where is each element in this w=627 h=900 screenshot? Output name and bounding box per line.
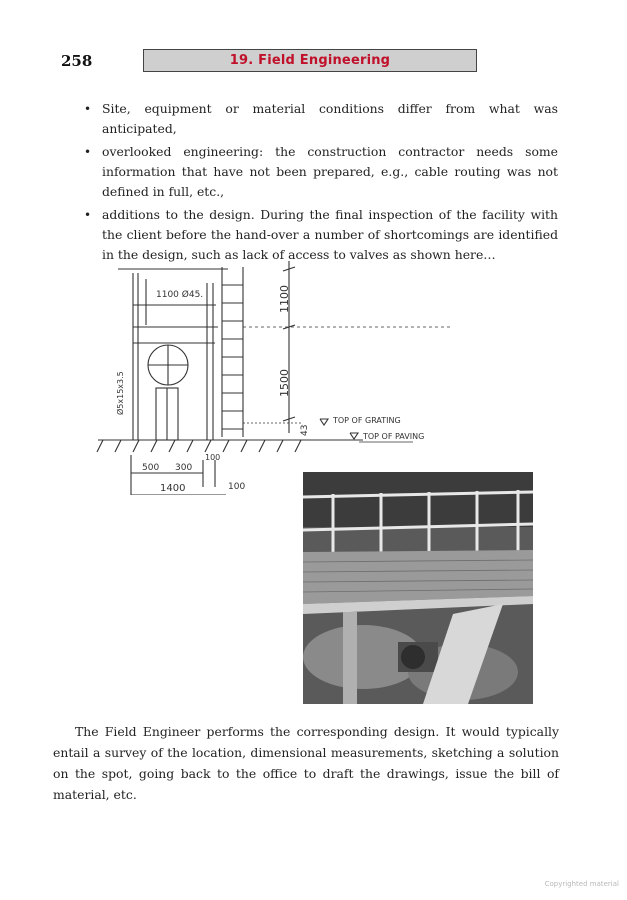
body-paragraph: The Field Engineer performs the corresponding design. It would typically entail a survey of the location, dimensional measurements, sketching a solution on the spot, going back to the office to draft the drawings, issue the bill of material, etc. [53, 724, 559, 802]
chapter-header [143, 49, 477, 72]
dim-300-label: 300 [175, 463, 193, 473]
grating-label: TOP OF GRATING [333, 416, 401, 425]
bullet-list [80, 99, 558, 268]
valve-access-sketch [93, 255, 463, 495]
copyright-notice: Copyrighted material [544, 880, 619, 888]
dim-1400-label: 1400 [160, 483, 186, 494]
list-item [80, 142, 558, 202]
bullet-text: additions to the design. During the final inspection of the facility with the client before the hand-over a number of shortcomings are identified in the design, such as lack of access to valves as shown here… [102, 207, 558, 262]
site-photo [303, 472, 533, 704]
valve-label: 1100 Ø45. [156, 290, 204, 300]
dim-gap-label: 43 [300, 424, 310, 436]
paving-label: TOP OF PAVING [363, 432, 425, 441]
dim-side-label: 1500 [278, 369, 291, 397]
chapter-title: 19. Field Engineering [229, 53, 391, 68]
pipe-label: Ø5x15x3.5 [116, 371, 125, 415]
dim-top-label: 1100 [278, 285, 291, 313]
list-item [80, 99, 558, 139]
bullet-text: overlooked engineering: the construction contractor needs some information that have not been prepared, e.g., cable routing was not defined in full, etc., [102, 144, 558, 199]
dim-100-label-b: 100 [228, 482, 246, 492]
page-number: 258 [61, 52, 93, 70]
dim-100-label-a: 100 [205, 453, 221, 462]
bullet-dot: • [84, 145, 92, 159]
bullet-text: Site, equipment or material conditions differ from what was anticipated, [102, 101, 558, 136]
bullet-dot: • [84, 208, 92, 222]
dim-500-label: 500 [142, 463, 160, 473]
bullet-dot: • [84, 102, 92, 116]
